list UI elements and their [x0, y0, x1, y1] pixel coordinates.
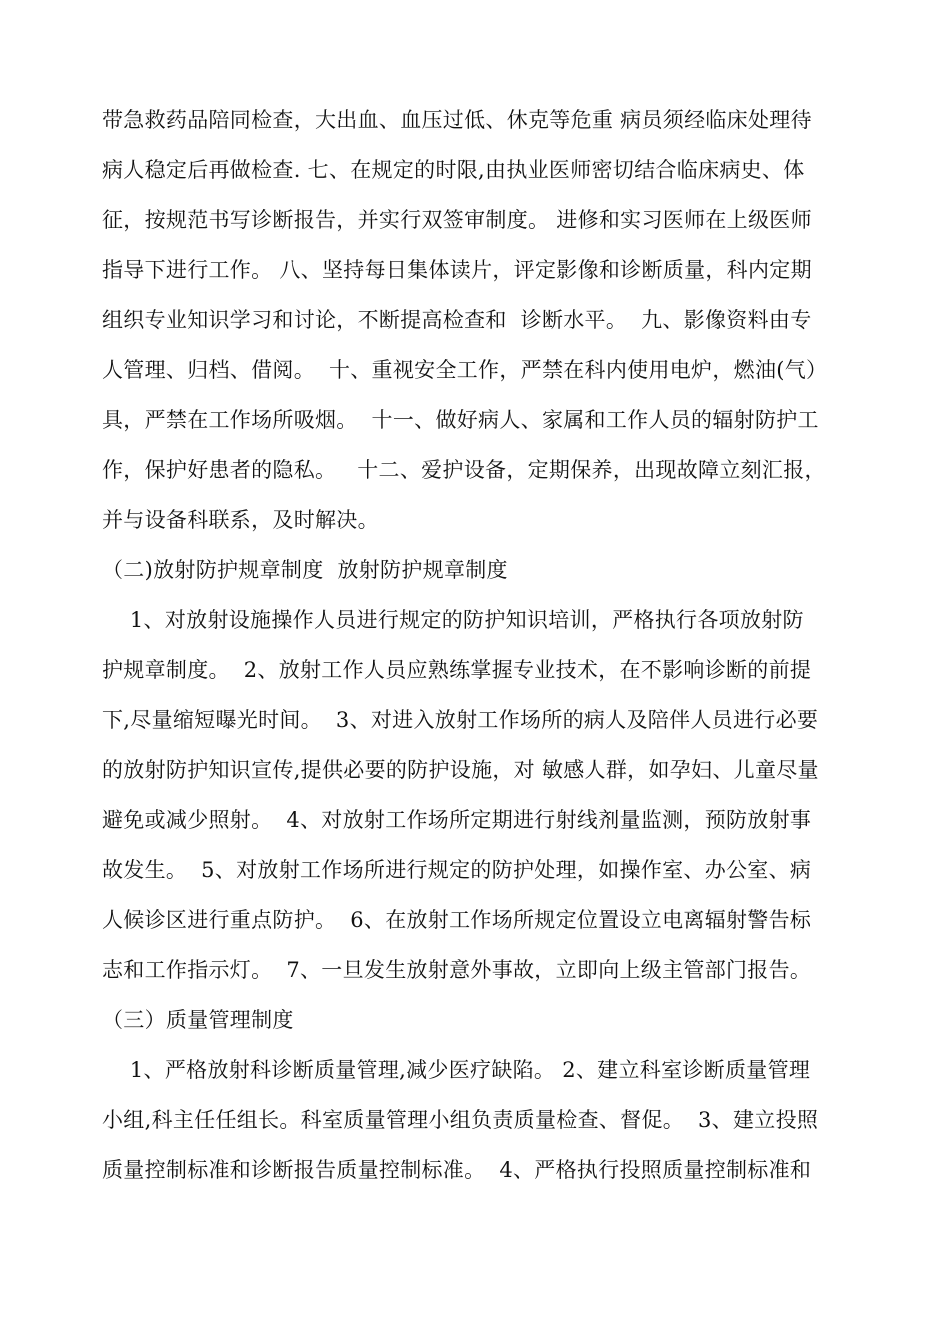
text-line: 带急救药品陪同检查，大出血、血压过低、休克等危重 病员须经临床处理待	[102, 108, 812, 132]
text-line: 病人稳定后再做检查. 七、在规定的时限,由执业医师密切结合临床病史、体	[102, 158, 805, 182]
text-line: 志和工作指示灯。 7、一旦发生放射意外事故，立即向上级主管部门报告。	[102, 958, 812, 982]
text-line: 下,尽量缩短曝光时间。 3、对进入放射工作场所的病人及陪伴人员进行必要	[102, 708, 819, 732]
text-line: 作，保护好患者的隐私。 十二、爱护设备，定期保养，出现故障立刻汇报，	[102, 458, 826, 482]
text-line: 避免或减少照射。 4、对放射工作场所定期进行射线剂量监测，预防放射事	[102, 808, 812, 832]
section-heading-radiation-protection: （二)放射防护规章制度 放射防护规章制度	[102, 558, 508, 582]
text-line: 的放射防护知识宣传,提供必要的防护设施，对 敏感人群，如孕妇、儿童尽量	[102, 758, 819, 782]
text-line: 小组,科主任任组长。科室质量管理小组负责质量检查、督促。 3、建立投照	[102, 1108, 819, 1132]
text-line: 征，按规范书写诊断报告，并实行双签审制度。 进修和实习医师在上级医师	[102, 208, 812, 232]
text-line: 并与设备科联系，及时解决。	[102, 508, 379, 532]
text-line: 组织专业知识学习和讨论，不断提高检查和 诊断水平。 九、影像资料由专	[102, 308, 812, 332]
text-line: 人管理、归档、借阅。 十、重视安全工作，严禁在科内使用电炉，燃油(气）	[102, 358, 828, 382]
text-line: 1、对放射设施操作人员进行规定的防护知识培训，严格执行各项放射防	[102, 608, 804, 632]
text-line: 指导下进行工作。 八、坚持每日集体读片，评定影像和诊断质量，科内定期	[102, 258, 812, 282]
text-line: 护规章制度。 2、放射工作人员应熟练掌握专业技术，在不影响诊断的前提	[102, 658, 812, 682]
text-line: 人候诊区进行重点防护。 6、在放射工作场所规定位置设立电离辐射警告标	[102, 908, 812, 932]
text-line: 具，严禁在工作场所吸烟。 十一、做好病人、家属和工作人员的辐射防护工	[102, 408, 819, 432]
text-line: 质量控制标准和诊断报告质量控制标准。 4、严格执行投照质量控制标准和	[102, 1158, 812, 1182]
text-line: 故发生。 5、对放射工作场所进行规定的防护处理，如操作室、办公室、病	[102, 858, 812, 882]
text-line: 1、严格放射科诊断质量管理,减少医疗缺陷。 2、建立科室诊断质量管理	[102, 1058, 811, 1082]
section-heading-quality-management: （三）质量管理制度	[102, 1008, 294, 1032]
